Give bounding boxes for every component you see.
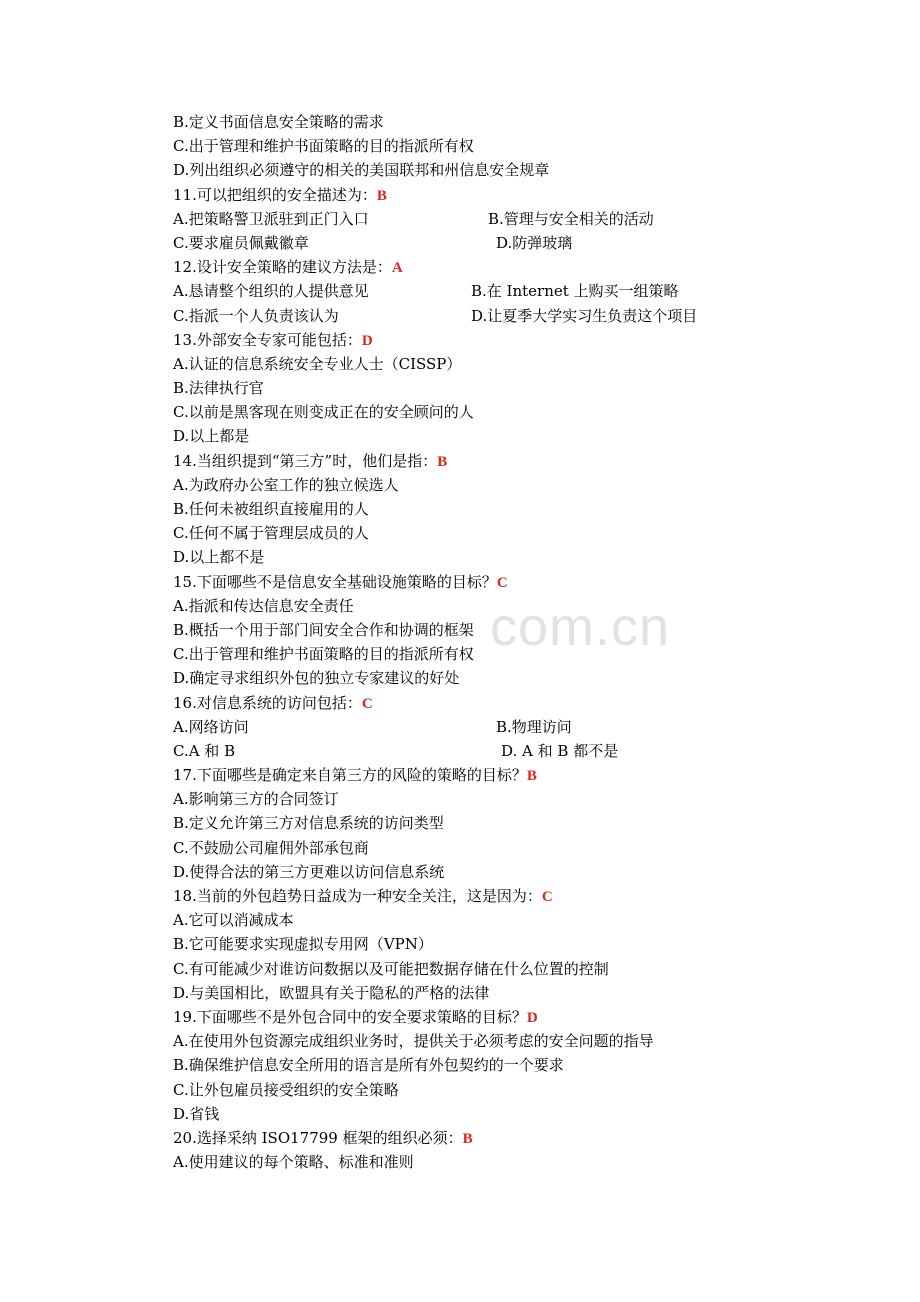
answer-key: B [376,187,387,204]
question-line [173,328,773,352]
option-right: B.在 Internet 上购买一组策略 [471,282,679,301]
line-text: D.与美国相比，欧盟具有关于隐私的严格的法律 [173,983,490,1002]
option-right: D.让夏季大学实习生负责这个项目 [471,306,698,325]
option-right: B.管理与安全相关的活动 [488,209,654,228]
question-line [173,691,773,715]
answer-key: C [361,695,373,712]
option-line [173,957,773,981]
line-text: 17.下面哪些是确定来自第三方的风险的策略的目标？ [173,766,527,785]
line-text: C.不鼓励公司雇佣外部承包商 [173,838,369,857]
question-line [173,763,773,787]
line-text: A.它可以消减成本 [173,911,294,930]
line-text: B.确保维护信息安全所用的语言是所有外包契约的一个要求 [173,1056,564,1075]
option-line [173,497,773,521]
answer-key: B [462,1130,473,1147]
option-line [173,424,773,448]
line-text: 12.设计安全策略的建议方法是： [173,258,392,277]
line-text: 16.对信息系统的访问包括： [173,693,362,712]
document-body [173,110,773,1174]
line-text: B.定义允许第三方对信息系统的访问类型 [173,814,444,833]
line-text: D.以上都是 [173,427,250,446]
option-line [173,836,773,860]
answer-key: D [361,332,373,349]
option-right: D. A 和 B 都不是 [501,741,619,760]
line-text: A.把策略警卫派驻到正门入口 [173,209,369,228]
option-line [173,739,773,763]
line-text: C.指派一个人负责该认为 [173,306,339,325]
line-text: B.任何未被组织直接雇用的人 [173,500,369,518]
line-text: C.A 和 B [173,741,236,760]
line-text: A.指派和传达信息安全责任 [173,596,354,615]
answer-key: C [496,574,508,591]
line-text: D.省钱 [173,1104,220,1123]
line-text: A.影响第三方的合同签订 [173,790,339,809]
option-line [173,981,773,1005]
question-line [173,183,773,207]
line-text: C.要求雇员佩戴徽章 [173,233,309,252]
answer-key: A [391,260,403,277]
line-text: C.出于管理和维护书面策略的目的指派所有权 [173,645,474,664]
option-line [173,666,773,690]
line-text: C.任何不属于管理层成员的人 [173,524,369,543]
line-text: A.为政府办公室工作的独立候选人 [173,475,399,494]
line-text: A.在使用外包资源完成组织业务时，提供关于必须考虑的安全问题的指导 [173,1032,654,1051]
option-line [173,207,773,231]
line-text: 11.可以把组织的安全描述为： [173,185,377,204]
option-line [173,545,773,569]
answer-key: C [541,889,553,905]
option-line [173,594,773,618]
option-line [173,1150,773,1174]
line-text: D.列出组织必须遵守的相关的美国联邦和州信息安全规章 [173,161,550,180]
option-line [173,1053,773,1077]
line-text: D.使得合法的第三方更难以访问信息系统 [173,862,445,881]
option-line [173,134,773,158]
option-line [173,787,773,811]
line-text: A.认证的信息系统安全专业人士（CISSP） [173,354,462,373]
line-text: B.法律执行官 [173,379,264,398]
option-line [173,908,773,932]
line-text: B.概括一个用于部门间安全合作和协调的框架 [173,620,474,639]
option-line [173,376,773,400]
line-text: 18.当前的外包趋势日益成为一种安全关注，这是因为： [173,887,542,905]
question-line [173,1126,773,1150]
option-line [173,860,773,884]
question-line [173,570,773,594]
line-text: B.它可能要求实现虚拟专用网（VPN） [173,935,433,954]
answer-key: B [526,768,537,785]
option-line [173,352,773,376]
line-text: 14.当组织提到“第三方”时，他们是指： [173,451,438,470]
line-text: B.定义书面信息安全策略的需求 [173,113,384,131]
option-line [173,158,773,182]
option-line [173,715,773,739]
line-text: A.网络访问 [173,717,249,736]
option-line [173,231,773,255]
question-line [173,255,773,279]
option-line [173,521,773,545]
line-text: A.恳请整个组织的人提供意见 [173,282,369,301]
option-right: B.物理访问 [496,717,572,736]
option-line [173,110,773,134]
option-line [173,473,773,497]
option-line [173,642,773,666]
option-right: D.防弹玻璃 [496,233,573,252]
option-line [173,1078,773,1102]
answer-key: B [437,453,448,470]
line-text: C.有可能减少对谁访问数据以及可能把数据存储在什么位置的控制 [173,959,609,978]
option-line [173,1102,773,1126]
watermark: com.cn [490,597,671,657]
option-line [173,1029,773,1053]
option-line [173,304,773,328]
option-line [173,279,773,303]
line-text: 15.下面哪些不是信息安全基础设施策略的目标？ [173,572,497,591]
line-text: C.以前是黑客现在则变成正在的安全顾问的人 [173,403,474,422]
line-text: 20.选择采纳 ISO17799 框架的组织必须： [173,1128,463,1147]
line-text: C.让外包雇员接受组织的安全策略 [173,1080,399,1099]
option-line [173,618,773,642]
question-line [173,449,773,473]
question-line [173,884,773,908]
option-line [173,811,773,835]
line-text: 13.外部安全专家可能包括： [173,330,362,349]
option-line [173,400,773,424]
line-text: 19.下面哪些不是外包合同中的安全要求策略的目标？ [173,1007,527,1026]
line-text: C.出于管理和维护书面策略的目的指派所有权 [173,137,474,156]
option-line [173,932,773,956]
line-text: A.使用建议的每个策略、标准和准则 [173,1153,414,1172]
line-text: D.以上都不是 [173,548,265,567]
answer-key: D [526,1009,538,1026]
line-text: D.确定寻求组织外包的独立专家建议的好处 [173,669,460,688]
question-line [173,1005,773,1029]
